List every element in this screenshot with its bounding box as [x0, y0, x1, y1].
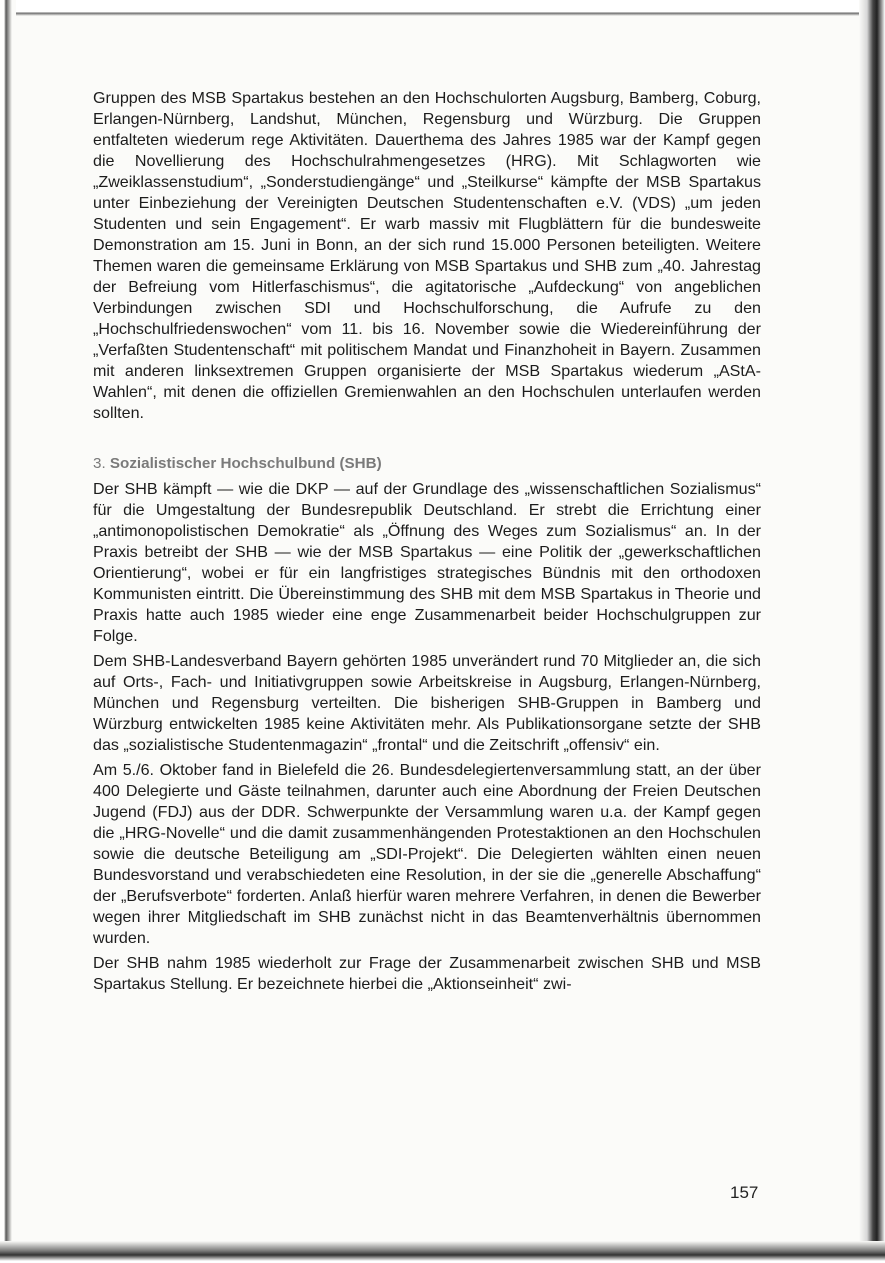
paragraph-shb-membership: Dem SHB-Landesverband Bayern gehörten 1985 unverändert rund 70 Mitglieder an, die sich auf Orts-, Fach- und Initiativgruppen sowie Arbeitskreise in Augsburg, Erlangen-Nürnberg, München und Regensburg verteilten. Die bisherigen SHB-Gruppen in Bamberg und Würzburg entwickelten 1985 keine Aktivitäten mehr. Als Publikationsorgane setzte der SHB das „sozialistische Studentenmagazin“ „frontal“ und die Zeitschrift „offensiv“ ein. [93, 652, 761, 754]
paragraph-msb-groups: Gruppen des MSB Spartakus bestehen an den Hochschulorten Augsburg, Bamberg, Coburg, Erlangen-Nürnberg, Landshut, München, Regensburg und Würzburg. Die Gruppen entfalteten wiederum rege Aktivitäten. Dauerthema des Jahres 1985 war der Kampf gegen die Novellierung des Hochschulrahmengesetzes (HRG). Mit Schlagworten wie „Zweiklassenstudium“, „Sonderstudiengänge“ und „Steilkurse“ kämpfte der MSB Spartakus unter Einbeziehung der Vereinigten Deutschen Studentenschaften e.V. (VDS) „um jeden Studenten und sein Engagement“. Er warb massiv mit Flugblättern für die bundesweite Demonstration am 15. Juni in Bonn, an der sich rund 15.000 Personen beteiligten. Weitere Themen waren die gemeinsame Erklärung von MSB Spartakus und SHB zum „40. Jahrestag der Befreiung vom Hitlerfaschismus“, die agitatorische „Aufdeckung“ von angeblichen Verbindungen zwischen SDI und Hochschulforschung, die Aufrufe zu den „Hochschulfriedenswochen“ vom 11. bis 16. November sowie die Wiedereinführung der „Verfaßten Studentenschaft“ mit politischem Mandat und Finanzhoheit in Bayern. Zusammen mit anderen linksextremen Gruppen organisierte der MSB Spartakus wiederum „AStA-Wahlen“, mit denen die offiziellen Gremienwahlen an den Hochschulen unterlaufen werden sollten. [93, 89, 761, 422]
paragraph-shb-assembly: Am 5./6. Oktober fand in Bielefeld die 26. Bundesdelegiertenversammlung statt, an der über 400 Delegierte und Gäste teilnahmen, darunter auch eine Abordnung der Freien Deutschen Jugend (FDJ) aus der DDR. Schwerpunkte der Versammlung waren u.a. der Kampf gegen die „HRG-Novelle“ und die damit zusammenhängenden Protestaktionen an den Hochschulen sowie die deutsche Beteiligung am „SDI-Projekt“. Die Delegierten wählten einen neuen Bundesvorstand und verabschiedeten eine Resolution, in der sie die „generelle Abschaffung“ der „Berufsverbote“ forderten. Anlaß hierfür waren mehrere Verfahren, in denen die Bewerber wegen ihrer Mitgliedschaft im SHB zunächst nicht in das Beamtenverhältnis übernommen wurden. [93, 761, 761, 947]
paragraph-shb-ideology: Der SHB kämpft — wie die DKP — auf der Grundlage des „wissenschaftlichen Sozialismus“ für die Umgestaltung der Bundesrepublik Deutschland. Er strebt die Errichtung einer „antimonopolistischen Demokratie“ als „Öffnung des Weges zum Sozialismus“ an. In der Praxis betreibt der SHB — wie der MSB Spartakus — eine Politik der „gewerkschaftlichen Orientierung“, wobei er für ein langfristiges strategisches Bündnis mit den orthodoxen Kommunisten eintritt. Die Übereinstimmung des SHB mit dem MSB Spartakus in Theorie und Praxis hatte auch 1985 wieder eine enge Zusammenarbeit beider Hochschulgruppen zur Folge. [93, 480, 761, 645]
paragraph-shb-cooperation: Der SHB nahm 1985 wiederholt zur Frage der Zusammenarbeit zwischen SHB und MSB Spartakus Stellung. Er bezeichnete hierbei die „Aktionseinheit“ zwi- [93, 954, 761, 993]
section-heading [93, 453, 761, 474]
scan-edge-left [0, 0, 16, 1263]
scan-edge-top [0, 0, 885, 22]
section-number: 3. [93, 455, 106, 472]
scan-edge-right [859, 0, 885, 1263]
scan-edge-bottom [0, 1241, 885, 1263]
section-title: Sozialistischer Hochschulbund (SHB) [109, 455, 382, 472]
page-body [93, 88, 761, 995]
page-number: 157 [730, 1183, 759, 1202]
